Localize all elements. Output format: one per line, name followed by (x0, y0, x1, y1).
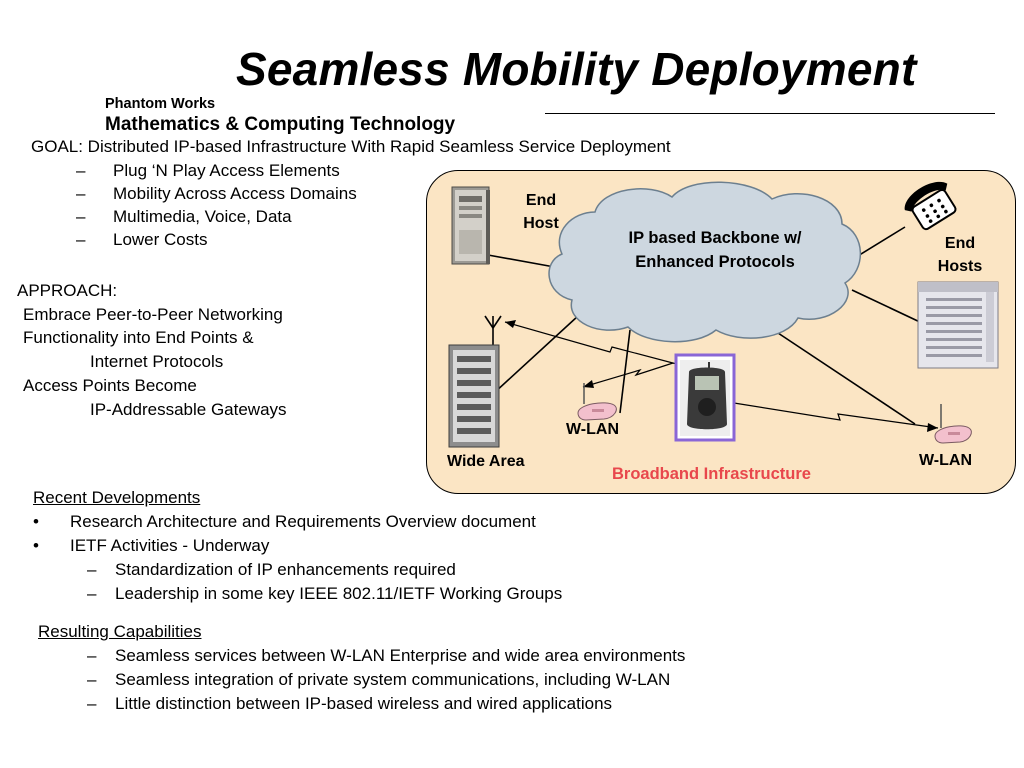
cloud-label: IP based Backbone w/ Enhanced Protocols (628, 229, 802, 271)
mobile-handset-icon (676, 355, 734, 440)
recent-heading: Recent Developments (33, 488, 201, 507)
link-end-hosts-server (852, 290, 922, 323)
wireless-zigzag-wlan-right (734, 403, 938, 428)
results-heading: Resulting Capabilities (38, 622, 202, 641)
dash-glyph: – (87, 646, 97, 665)
broadband-label: Broadband Infrastructure (612, 465, 811, 483)
approach-heading: APPROACH: (17, 281, 118, 300)
recent-bullet: Research Architecture and Requirements Overview document (70, 512, 536, 531)
dash-glyph: – (87, 560, 97, 579)
arrow-head (505, 320, 516, 328)
antenna-icon (485, 316, 501, 345)
results-item: Seamless services between W-LAN Enterprise and wide area environments (115, 646, 686, 665)
approach-line: IP-Addressable Gateways (90, 400, 287, 419)
end-hosts-label: End Hosts (937, 235, 983, 275)
link-wide-area (494, 316, 578, 393)
dash-glyph: – (76, 184, 86, 203)
wide-area-label: Wide Area (447, 453, 525, 470)
goal-item: Lower Costs (113, 230, 208, 249)
dash-glyph: – (87, 670, 97, 689)
wlan-access-point-icon (935, 404, 971, 443)
link-wlan-right (775, 331, 915, 424)
dash-glyph: – (76, 207, 86, 226)
dash-glyph: – (87, 694, 97, 713)
approach-line: Functionality into End Points & (23, 328, 254, 347)
link-wlan-left (620, 330, 630, 413)
results-item: Seamless integration of private system communications, including W-LAN (115, 670, 671, 689)
dash-glyph: – (76, 161, 86, 180)
recent-sub-item: Standardization of IP enhancements required (115, 560, 456, 579)
approach-line: Access Points Become (23, 376, 197, 395)
end-hosts-server-icon (918, 282, 998, 368)
telephone-icon (899, 175, 962, 234)
recent-sub-item: Leadership in some key IEEE 802.11/IETF Working Groups (115, 584, 563, 603)
bullet-glyph: • (33, 512, 39, 531)
results-item: Little distinction between IP-based wireless and wired applications (115, 694, 613, 713)
end-host-tower-icon (452, 187, 490, 264)
goal-item: Multimedia, Voice, Data (113, 207, 292, 226)
dash-glyph: – (76, 230, 86, 249)
wide-area-cabinet-icon (449, 345, 499, 447)
goal-heading: GOAL: Distributed IP-based Infrastructure With Rapid Seamless Service Deployment (31, 137, 671, 156)
link-end-host (488, 255, 560, 268)
org-name: Phantom Works (105, 96, 216, 112)
end-host-label: End Host (523, 192, 559, 232)
org-department: Mathematics & Computing Technology (105, 114, 456, 135)
goal-item: Mobility Across Access Domains (113, 184, 357, 203)
wireless-zigzag-wlan-left (583, 363, 673, 387)
wlan-access-point-icon (578, 383, 616, 420)
page-title: Seamless Mobility Deployment (236, 43, 917, 95)
arrow-head (927, 423, 938, 432)
approach-line: Embrace Peer-to-Peer Networking (23, 305, 283, 324)
approach-line: Internet Protocols (90, 352, 224, 371)
goal-item: Plug ‘N Play Access Elements (113, 161, 340, 180)
wlan-right-label: W-LAN (919, 452, 972, 469)
bullet-glyph: • (33, 536, 39, 555)
dash-glyph: – (87, 584, 97, 603)
recent-bullet: IETF Activities - Underway (70, 536, 270, 555)
wlan-left-label: W-LAN (566, 421, 619, 438)
